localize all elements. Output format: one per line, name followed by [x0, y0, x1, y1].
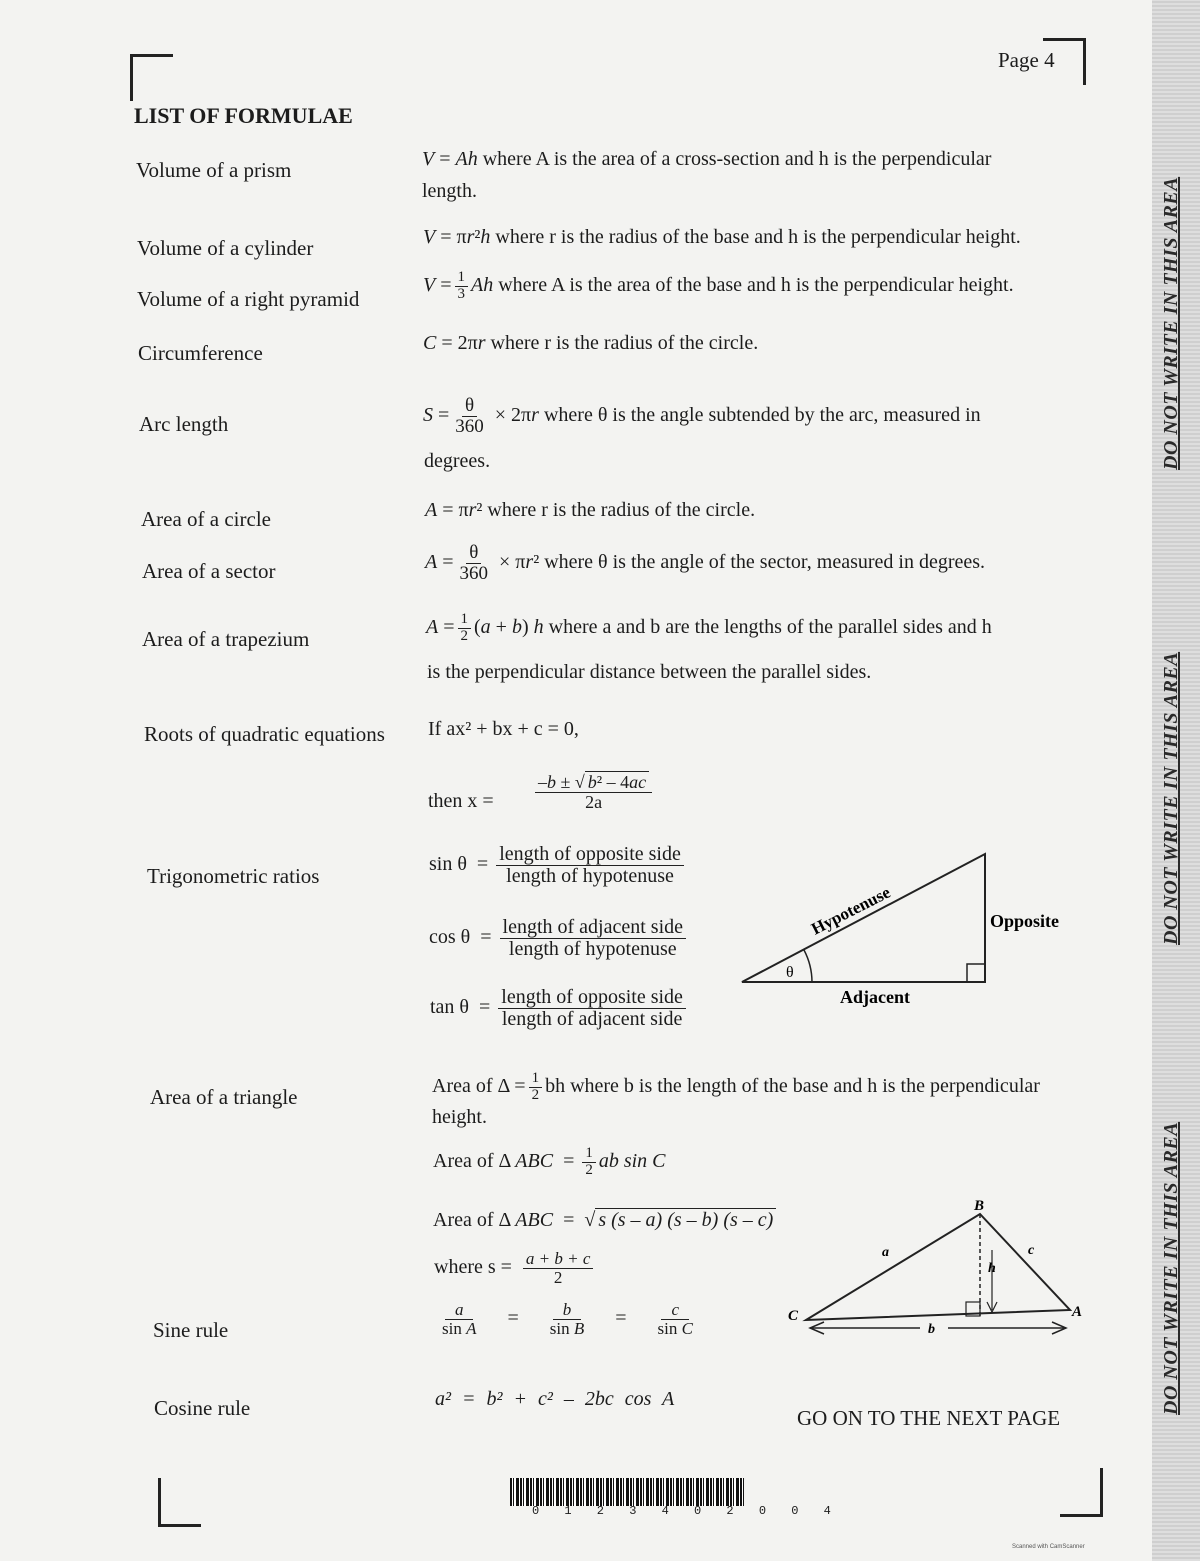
arc-text-cont: degrees.: [424, 450, 491, 472]
label-area-triangle: Area of a triangle: [150, 1085, 298, 1109]
cos-ratio: cos θ = $\frac{\text{length of adjacent side}}{\text{length of hypotenuse}}$: [429, 917, 689, 960]
general-triangle-diagram: [780, 1192, 1100, 1342]
vertex-A: A: [1072, 1304, 1083, 1320]
s-numerator: a + b + c: [523, 1250, 594, 1269]
right-triangle-shape: [742, 854, 985, 982]
label-cosine-rule: Cosine rule: [154, 1396, 251, 1420]
formula-triangle-area: Area of Δ = $\frac{1}{2}$ bh where b is the length of the base and h is the perpendicular: [432, 1070, 1040, 1103]
label-volume-prism: Volume of a prism: [136, 158, 292, 182]
barcode-number: 0 1 2 3 4 0 2 0 0 4: [532, 1504, 840, 1518]
label-sine-rule: Sine rule: [153, 1318, 229, 1342]
prism-text-cont: length.: [422, 180, 477, 202]
side-c: c: [1028, 1243, 1035, 1258]
height-h: h: [988, 1261, 996, 1276]
formula-prism: V = Ah where A is the area of a cross-section and h is the perpendicular: [422, 148, 992, 170]
label-arc-length: Arc length: [139, 412, 229, 436]
circle-text: where r is the radius of the circle.: [487, 499, 756, 521]
diagram-opposite: Opposite: [990, 911, 1060, 931]
trapezium-text: where a and b are the lengths of the parallel sides and h: [548, 615, 992, 638]
label-area-sector: Area of a sector: [142, 559, 276, 583]
cylinder-text: where r is the radius of the base and h is the perpendicular height.: [495, 226, 1021, 248]
abc-sine-text: ab sin C: [598, 1149, 666, 1172]
general-triangle-shape: [806, 1214, 1070, 1320]
formula-cosine-rule: a² = b² + c² – 2bc cos A: [435, 1388, 675, 1410]
formula-heron: Area of Δ ABC = √ s (s – a) (s – b) (s – c): [433, 1209, 776, 1232]
sin-numerator: length of opposite side: [496, 844, 684, 866]
cos-numerator: length of adjacent side: [500, 917, 687, 939]
heron-text: s (s – a) (s – b) (s – c): [595, 1208, 776, 1231]
diagram-adjacent: Adjacent: [840, 987, 910, 1007]
formula-pyramid: V = $\frac{1}{3}$ Ah where A is the area of the base and h is the perpendicular height.: [423, 269, 1014, 302]
diagram-theta: θ: [786, 964, 794, 981]
arc-text: where θ is the angle subtended by the arc, measured in: [543, 404, 981, 427]
cos-denominator: length of hypotenuse: [508, 938, 677, 960]
tan-denominator: length of adjacent side: [501, 1008, 683, 1030]
formula-sine-rule: $\frac{a}{\text{sin A}}$ = $\frac{b}{\text{sin B}}$ = $\frac{c}{\text{sin C}}$: [442, 1300, 693, 1338]
side-a: a: [882, 1245, 889, 1260]
barcode: [510, 1478, 744, 1506]
label-area-circle: Area of a circle: [141, 507, 271, 531]
side-warning-3: DO NOT WRITE IN THIS AREA: [1160, 1121, 1182, 1415]
corner-mark-bottom-right: [1060, 1468, 1103, 1517]
diagram-hypotenuse: Hypotenuse: [808, 882, 894, 939]
formula-circumference: C = 2πr where r is the radius of the circle.: [423, 332, 759, 354]
label-circumference: Circumference: [138, 341, 263, 365]
quadratic-then: then x =: [428, 790, 494, 812]
triangle-text-cont: height.: [432, 1106, 487, 1128]
side-warning-2: DO NOT WRITE IN THIS AREA: [1160, 651, 1182, 945]
trapezium-text-cont: is the perpendicular distance between the parallel sides.: [427, 661, 872, 683]
sector-text: where θ is the angle of the sector, measured in degrees.: [544, 551, 986, 574]
formula-trapezium-area: A = $\frac{1}{2}$ (a + b) h where a and b are the lengths of the parallel sides and h: [426, 611, 992, 644]
right-triangle-diagram: [730, 840, 1090, 1020]
sin-denominator: length of hypotenuse: [506, 865, 674, 887]
quadratic-formula: $\frac{\text{–b ± √ b² – 4ac}}{2a}$: [532, 773, 655, 812]
vertex-B: B: [974, 1198, 985, 1214]
quadratic-condition: If ax² + bx + c = 0,: [428, 718, 579, 740]
label-quadratic-roots: Roots of quadratic equations: [144, 722, 385, 746]
formula-circle-area: A = πr² where r is the radius of the circle.: [425, 499, 756, 521]
label-volume-cylinder: Volume of a cylinder: [137, 236, 314, 260]
formula-abc-sine: Area of Δ ABC = $\frac{1}{2}$ ab sin C: [433, 1145, 666, 1178]
formula-sector-area: A = $\frac{\theta}{360}$ × πr² where θ is the angle of the sector, measured in degrees.: [425, 542, 986, 584]
prism-text: where A is the area of a cross-section and h is the perpendicular: [482, 148, 992, 170]
circumference-text: where r is the radius of the circle.: [490, 332, 759, 354]
vertex-C: C: [788, 1308, 799, 1324]
right-angle-marker: [967, 964, 985, 982]
page-title: LIST OF FORMULAE: [134, 103, 353, 128]
corner-mark-top-left: [130, 54, 173, 101]
label-trig-ratios: Trigonometric ratios: [147, 864, 320, 888]
where-s-text: where s =: [434, 1255, 512, 1278]
formula-semi-perimeter: where s = $\frac{a + b + c}{2}$: [434, 1250, 596, 1287]
triangle-text: bh where b is the length of the base and h is the perpendicular: [545, 1074, 1040, 1097]
label-volume-pyramid: Volume of a right pyramid: [137, 287, 360, 311]
theta-arc: [804, 950, 812, 982]
tan-ratio: tan θ = $\frac{\text{length of opposite side}}{\text{length of adjacent side}}$: [430, 987, 689, 1030]
pyramid-text: where A is the area of the base and h is the perpendicular height.: [498, 273, 1014, 296]
next-page-notice: GO ON TO THE NEXT PAGE: [797, 1406, 1061, 1430]
formula-arc: S = $\frac{\theta}{360}$ × 2πr where θ is the angle subtended by the arc, measured in: [423, 395, 981, 437]
formula-cylinder: V = πr²h where r is the radius of the base and h is the perpendicular height.: [423, 226, 1021, 248]
tan-numerator: length of opposite side: [498, 987, 686, 1009]
side-b: b: [928, 1322, 935, 1337]
corner-mark-bottom-left: [158, 1478, 201, 1527]
page-number: Page 4: [998, 48, 1055, 72]
side-warning-1: DO NOT WRITE IN THIS AREA: [1160, 176, 1182, 470]
label-area-trapezium: Area of a trapezium: [142, 627, 310, 651]
sin-ratio: sin θ = $\frac{\text{length of opposite side}}{\text{length of hypotenuse}}$: [429, 844, 687, 887]
scanner-credit: Scanned with CamScanner: [1012, 1544, 1085, 1550]
